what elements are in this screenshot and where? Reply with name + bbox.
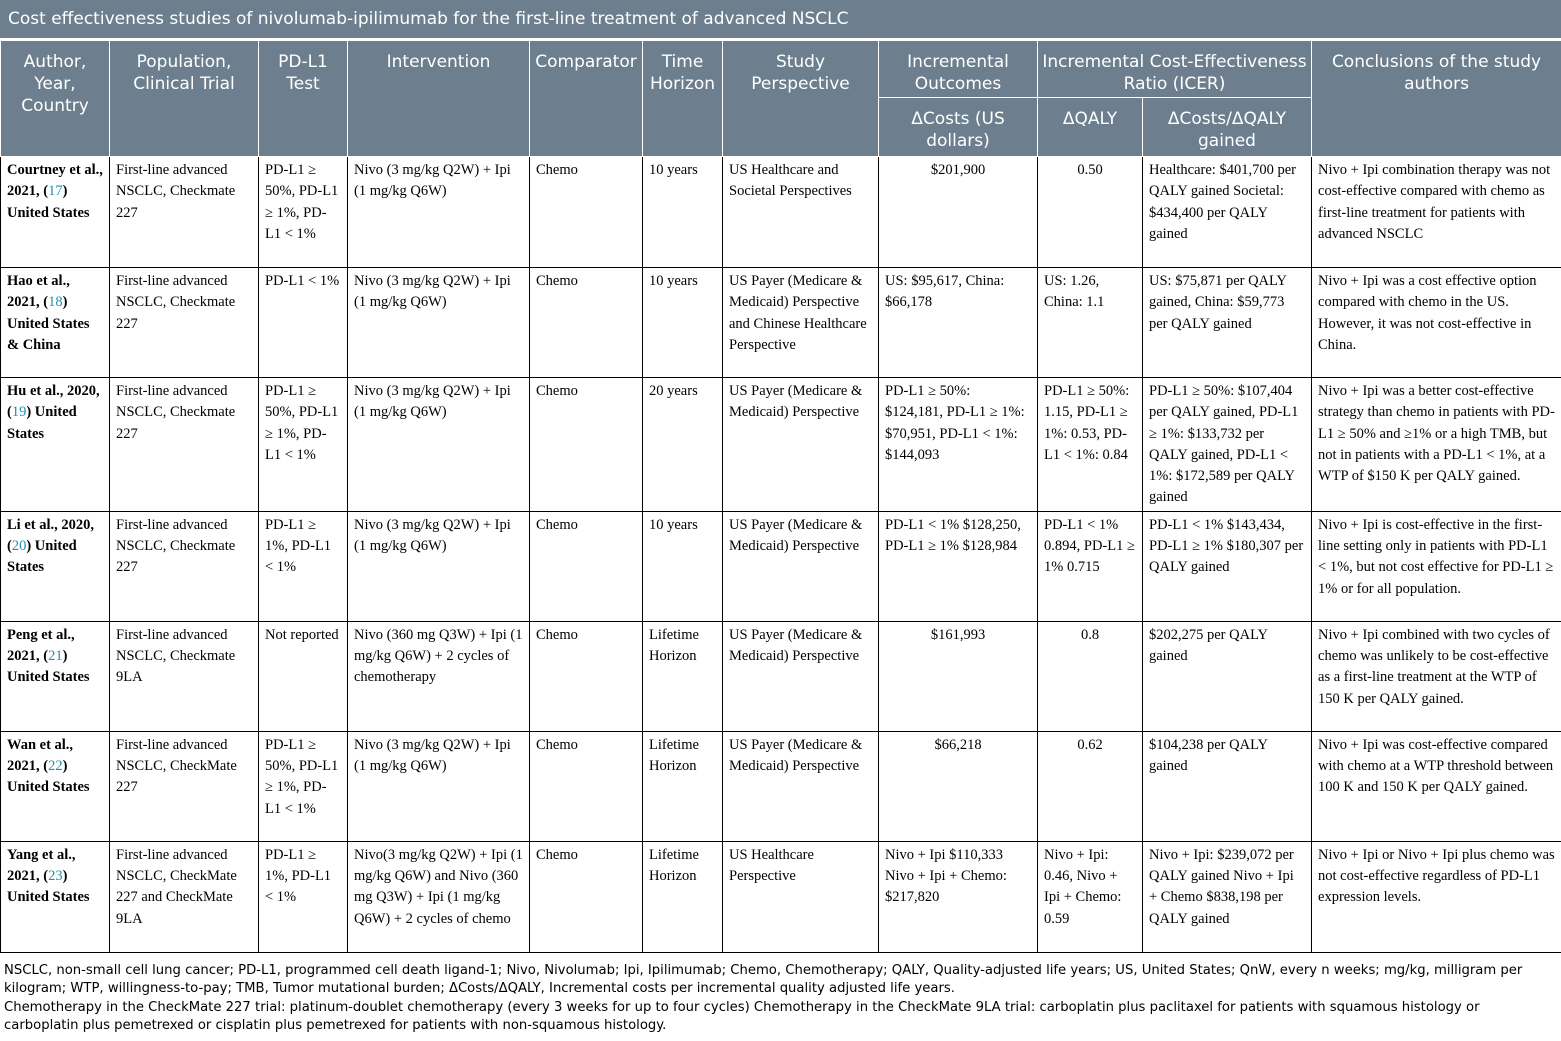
- cell-population: First-line advanced NSCLC, Checkmate 227: [110, 157, 259, 268]
- cell-delta-qaly: Nivo + Ipi: 0.46, Nivo + Ipi + Chemo: 0.59: [1038, 841, 1143, 952]
- table-row: [1, 621, 1561, 731]
- author-country: ) United States & China: [7, 294, 90, 353]
- header-author: Author, Year, Country: [1, 41, 110, 157]
- cell-population: First-line advanced NSCLC, Checkmate 227: [110, 378, 259, 512]
- cell-icer: US: $75,871 per QALY gained, China: $59,773 per QALY gained: [1143, 268, 1312, 378]
- header-comparator: Comparator: [530, 41, 643, 157]
- cell-conclusion: Nivo + Ipi was a cost effective option compared with chemo in the US. However, it was not cost-effective in China.: [1312, 268, 1561, 378]
- header-study-perspective: Study Perspective: [723, 41, 879, 157]
- cell-intervention: Nivo (3 mg/kg Q2W) + Ipi (1 mg/kg Q6W): [348, 268, 530, 378]
- cell-author: [1, 268, 110, 378]
- cell-delta-qaly: 0.8: [1038, 621, 1143, 731]
- cell-intervention: Nivo (3 mg/kg Q2W) + Ipi (1 mg/kg Q6W): [348, 731, 530, 841]
- footnote-chemotherapy: Chemotherapy in the CheckMate 227 trial: platinum-doublet chemotherapy (every 3 weeks for up to four cycles) Chemotherapy in the CheckMate 9LA trial: carboplatin plus paclitaxel for patients with squamous histology or carboplatin plus pemetrexed or cisplatin plus pemetrexed for patients with non-squamous histology.: [4, 999, 1480, 1033]
- author-text: Yang et al., 2021, (: [7, 846, 76, 885]
- reference-link[interactable]: 23: [48, 868, 63, 885]
- cell-conclusion: Nivo + Ipi combined with two cycles of chemo was unlikely to be cost-effective as a first-line treatment at the WTP of 150 K per QALY gained.: [1312, 621, 1561, 731]
- cell-conclusion: Nivo + Ipi combination therapy was not cost-effective compared with chemo as first-line treatment for patients with advanced NSCLC: [1312, 157, 1561, 268]
- table-row: [1, 511, 1561, 621]
- header-time-horizon: Time Horizon: [643, 41, 723, 157]
- cell-author: [1, 378, 110, 512]
- cell-conclusion: Nivo + Ipi was cost-effective compared with chemo at a WTP threshold between 100 K and 150 K per QALY gained.: [1312, 731, 1561, 841]
- cell-study-perspective: US Payer (Medicare & Medicaid) Perspective and Chinese Healthcare Perspective: [723, 268, 879, 378]
- cell-intervention: Nivo(3 mg/kg Q2W) + Ipi (1 mg/kg Q6W) and Nivo (360 mg Q3W) + Ipi (1 mg/kg Q6W) + 2 cycles of chemo: [348, 841, 530, 952]
- cell-icer: Healthcare: $401,700 per QALY gained Societal: $434,400 per QALY gained: [1143, 157, 1312, 268]
- cell-study-perspective: US Payer (Medicare & Medicaid) Perspective: [723, 511, 879, 621]
- table-header: [1, 41, 1561, 157]
- author-country: ) United States: [7, 183, 90, 221]
- header-incremental-outcomes: Incremental Outcomes: [879, 41, 1038, 98]
- author-text: Wan et al., 2021, (: [7, 736, 74, 775]
- table-row: [1, 731, 1561, 841]
- cell-time-horizon: 10 years: [643, 511, 723, 621]
- author-country: ) United States: [7, 868, 90, 906]
- cell-time-horizon: 10 years: [643, 268, 723, 378]
- cell-pdl1-test: PD-L1 < 1%: [259, 268, 348, 378]
- cell-comparator: Chemo: [530, 157, 643, 268]
- cell-comparator: Chemo: [530, 621, 643, 731]
- cell-population: First-line advanced NSCLC, CheckMate 227 and CheckMate 9LA: [110, 841, 259, 952]
- header-pdl1-test: PD-L1 Test: [259, 41, 348, 157]
- table-row: [1, 378, 1561, 512]
- table-row: [1, 157, 1561, 268]
- cell-delta-costs: PD-L1 ≥ 50%: $124,181, PD-L1 ≥ 1%: $70,951, PD-L1 < 1%: $144,093: [879, 378, 1038, 512]
- reference-link[interactable]: 19: [11, 404, 27, 421]
- reference-link[interactable]: 22: [48, 758, 63, 775]
- cell-intervention: Nivo (3 mg/kg Q2W) + Ipi (1 mg/kg Q6W): [348, 157, 530, 268]
- reference-link[interactable]: 17: [48, 183, 63, 200]
- cell-delta-qaly: 0.50: [1038, 157, 1143, 268]
- cell-author: [1, 841, 110, 952]
- cell-intervention: Nivo (360 mg Q3W) + Ipi (1 mg/kg Q6W) + 2 cycles of chemotherapy: [348, 621, 530, 731]
- author-text: Hu et al., 2020, (: [7, 383, 100, 421]
- header-delta-costs: ΔCosts (US dollars): [879, 98, 1038, 157]
- cell-delta-costs: $161,993: [879, 621, 1038, 731]
- author-country: ) United States: [7, 648, 90, 686]
- cell-comparator: Chemo: [530, 268, 643, 378]
- cell-icer: $104,238 per QALY gained: [1143, 731, 1312, 841]
- cell-delta-qaly: PD-L1 ≥ 50%: 1.15, PD-L1 ≥ 1%: 0.53, PD-L1 < 1%: 0.84: [1038, 378, 1143, 512]
- cell-time-horizon: Lifetime Horizon: [643, 841, 723, 952]
- cell-time-horizon: Lifetime Horizon: [643, 731, 723, 841]
- cost-effectiveness-table: [0, 40, 1561, 953]
- cell-study-perspective: US Payer (Medicare & Medicaid) Perspective: [723, 731, 879, 841]
- footnote-abbreviations: NSCLC, non-small cell lung cancer; PD-L1, programmed cell death ligand-1; Nivo, Nivolumab; Ipi, Ipilimumab; Chemo, Chemotherapy; QALY, Quality-adjusted life years; US, United States; QnW, every n weeks; mg/kg, milligram per kilogram; WTP, willingness-to-pay; TMB, Tumor mutational burden; ΔCosts/ΔQALY, Incremental costs per incremental quality adjusted life years.: [4, 963, 1523, 997]
- cell-population: First-line advanced NSCLC, Checkmate 9LA: [110, 621, 259, 731]
- author-country: ) United States: [7, 758, 90, 796]
- cell-delta-costs: US: $95,617, China: $66,178: [879, 268, 1038, 378]
- cell-time-horizon: 20 years: [643, 378, 723, 512]
- cell-comparator: Chemo: [530, 378, 643, 512]
- cell-conclusion: Nivo + Ipi is cost-effective in the first-line setting only in patients with PD-L1 < 1%, but not cost effective for PD-L1 ≥ 1% or for all population.: [1312, 511, 1561, 621]
- table-row: [1, 268, 1561, 378]
- cell-icer: Nivo + Ipi: $239,072 per QALY gained Nivo + Ipi + Chemo $838,198 per QALY gained: [1143, 841, 1312, 952]
- table-footnotes: [0, 962, 1561, 1035]
- cell-comparator: Chemo: [530, 511, 643, 621]
- author-text: Hao et al., 2021, (: [7, 273, 70, 311]
- cell-pdl1-test: Not reported: [259, 621, 348, 731]
- cell-delta-qaly: US: 1.26, China: 1.1: [1038, 268, 1143, 378]
- reference-link[interactable]: 18: [48, 294, 63, 311]
- table-title: Cost effectiveness studies of nivolumab-ipilimumab for the first-line treatment of advanced NSCLC: [0, 0, 1561, 38]
- cell-population: First-line advanced NSCLC, Checkmate 227: [110, 268, 259, 378]
- cell-icer: PD-L1 ≥ 50%: $107,404 per QALY gained, PD-L1 ≥ 1%: $133,732 per QALY gained, PD-L1 < 1%: $172,589 per QALY gained: [1143, 378, 1312, 512]
- author-text: Li et al., 2020, (: [7, 516, 94, 555]
- cell-conclusion: Nivo + Ipi or Nivo + Ipi plus chemo was not cost-effective regardless of PD-L1 expression levels.: [1312, 841, 1561, 952]
- cell-time-horizon: Lifetime Horizon: [643, 621, 723, 731]
- cell-study-perspective: US Payer (Medicare & Medicaid) Perspective: [723, 378, 879, 512]
- cell-population: First-line advanced NSCLC, CheckMate 227: [110, 731, 259, 841]
- cell-delta-qaly: 0.62: [1038, 731, 1143, 841]
- cell-icer: $202,275 per QALY gained: [1143, 621, 1312, 731]
- header-intervention: Intervention: [348, 41, 530, 157]
- cell-time-horizon: 10 years: [643, 157, 723, 268]
- cell-comparator: Chemo: [530, 731, 643, 841]
- cell-pdl1-test: PD-L1 ≥ 1%, PD-L1 < 1%: [259, 841, 348, 952]
- cell-icer: PD-L1 < 1% $143,434, PD-L1 ≥ 1% $180,307 per QALY gained: [1143, 511, 1312, 621]
- reference-link[interactable]: 20: [11, 538, 27, 555]
- header-delta-ratio: ΔCosts/ΔQALY gained: [1143, 98, 1312, 157]
- cell-study-perspective: US Healthcare and Societal Perspectives: [723, 157, 879, 268]
- header-conclusions: Conclusions of the study authors: [1312, 41, 1561, 157]
- cell-delta-costs: Nivo + Ipi $110,333 Nivo + Ipi + Chemo: $217,820: [879, 841, 1038, 952]
- cell-pdl1-test: PD-L1 ≥ 50%, PD-L1 ≥ 1%, PD-L1 < 1%: [259, 731, 348, 841]
- cell-delta-costs: PD-L1 < 1% $128,250, PD-L1 ≥ 1% $128,984: [879, 511, 1038, 621]
- cell-author: [1, 731, 110, 841]
- cell-author: [1, 511, 110, 621]
- cell-pdl1-test: PD-L1 ≥ 50%, PD-L1 ≥ 1%, PD-L1 < 1%: [259, 378, 348, 512]
- cell-study-perspective: US Healthcare Perspective: [723, 841, 879, 952]
- reference-link[interactable]: 21: [48, 648, 63, 665]
- cell-delta-costs: $201,900: [879, 157, 1038, 268]
- cell-population: First-line advanced NSCLC, Checkmate 227: [110, 511, 259, 621]
- author-text: Peng et al., 2021, (: [7, 626, 75, 665]
- cell-author: [1, 157, 110, 268]
- author-country: ) United States: [7, 404, 77, 442]
- table-row: [1, 841, 1561, 952]
- author-country: ) United States: [7, 538, 77, 576]
- cell-intervention: Nivo (3 mg/kg Q2W) + Ipi (1 mg/kg Q6W): [348, 511, 530, 621]
- cell-delta-qaly: PD-L1 < 1% 0.894, PD-L1 ≥ 1% 0.715: [1038, 511, 1143, 621]
- cell-intervention: Nivo (3 mg/kg Q2W) + Ipi (1 mg/kg Q6W): [348, 378, 530, 512]
- cell-conclusion: Nivo + Ipi was a better cost-effective strategy than chemo in patients with PD-L1 ≥ 50% and ≥1% or a high TMB, but not in patients with a PD-L1 < 1%, at a WTP of $150 K per QALY gained.: [1312, 378, 1561, 512]
- cell-author: [1, 621, 110, 731]
- cell-delta-costs: $66,218: [879, 731, 1038, 841]
- author-text: Courtney et al., 2021, (: [7, 162, 103, 200]
- header-delta-qaly: ΔQALY: [1038, 98, 1143, 157]
- header-icer: Incremental Cost-Effectiveness Ratio (ICER): [1038, 41, 1312, 98]
- cell-study-perspective: US Payer (Medicare & Medicaid) Perspective: [723, 621, 879, 731]
- table-body: [1, 157, 1561, 953]
- header-population: Population, Clinical Trial: [110, 41, 259, 157]
- cell-pdl1-test: PD-L1 ≥ 1%, PD-L1 < 1%: [259, 511, 348, 621]
- cell-comparator: Chemo: [530, 841, 643, 952]
- cell-pdl1-test: PD-L1 ≥ 50%, PD-L1 ≥ 1%, PD-L1 < 1%: [259, 157, 348, 268]
